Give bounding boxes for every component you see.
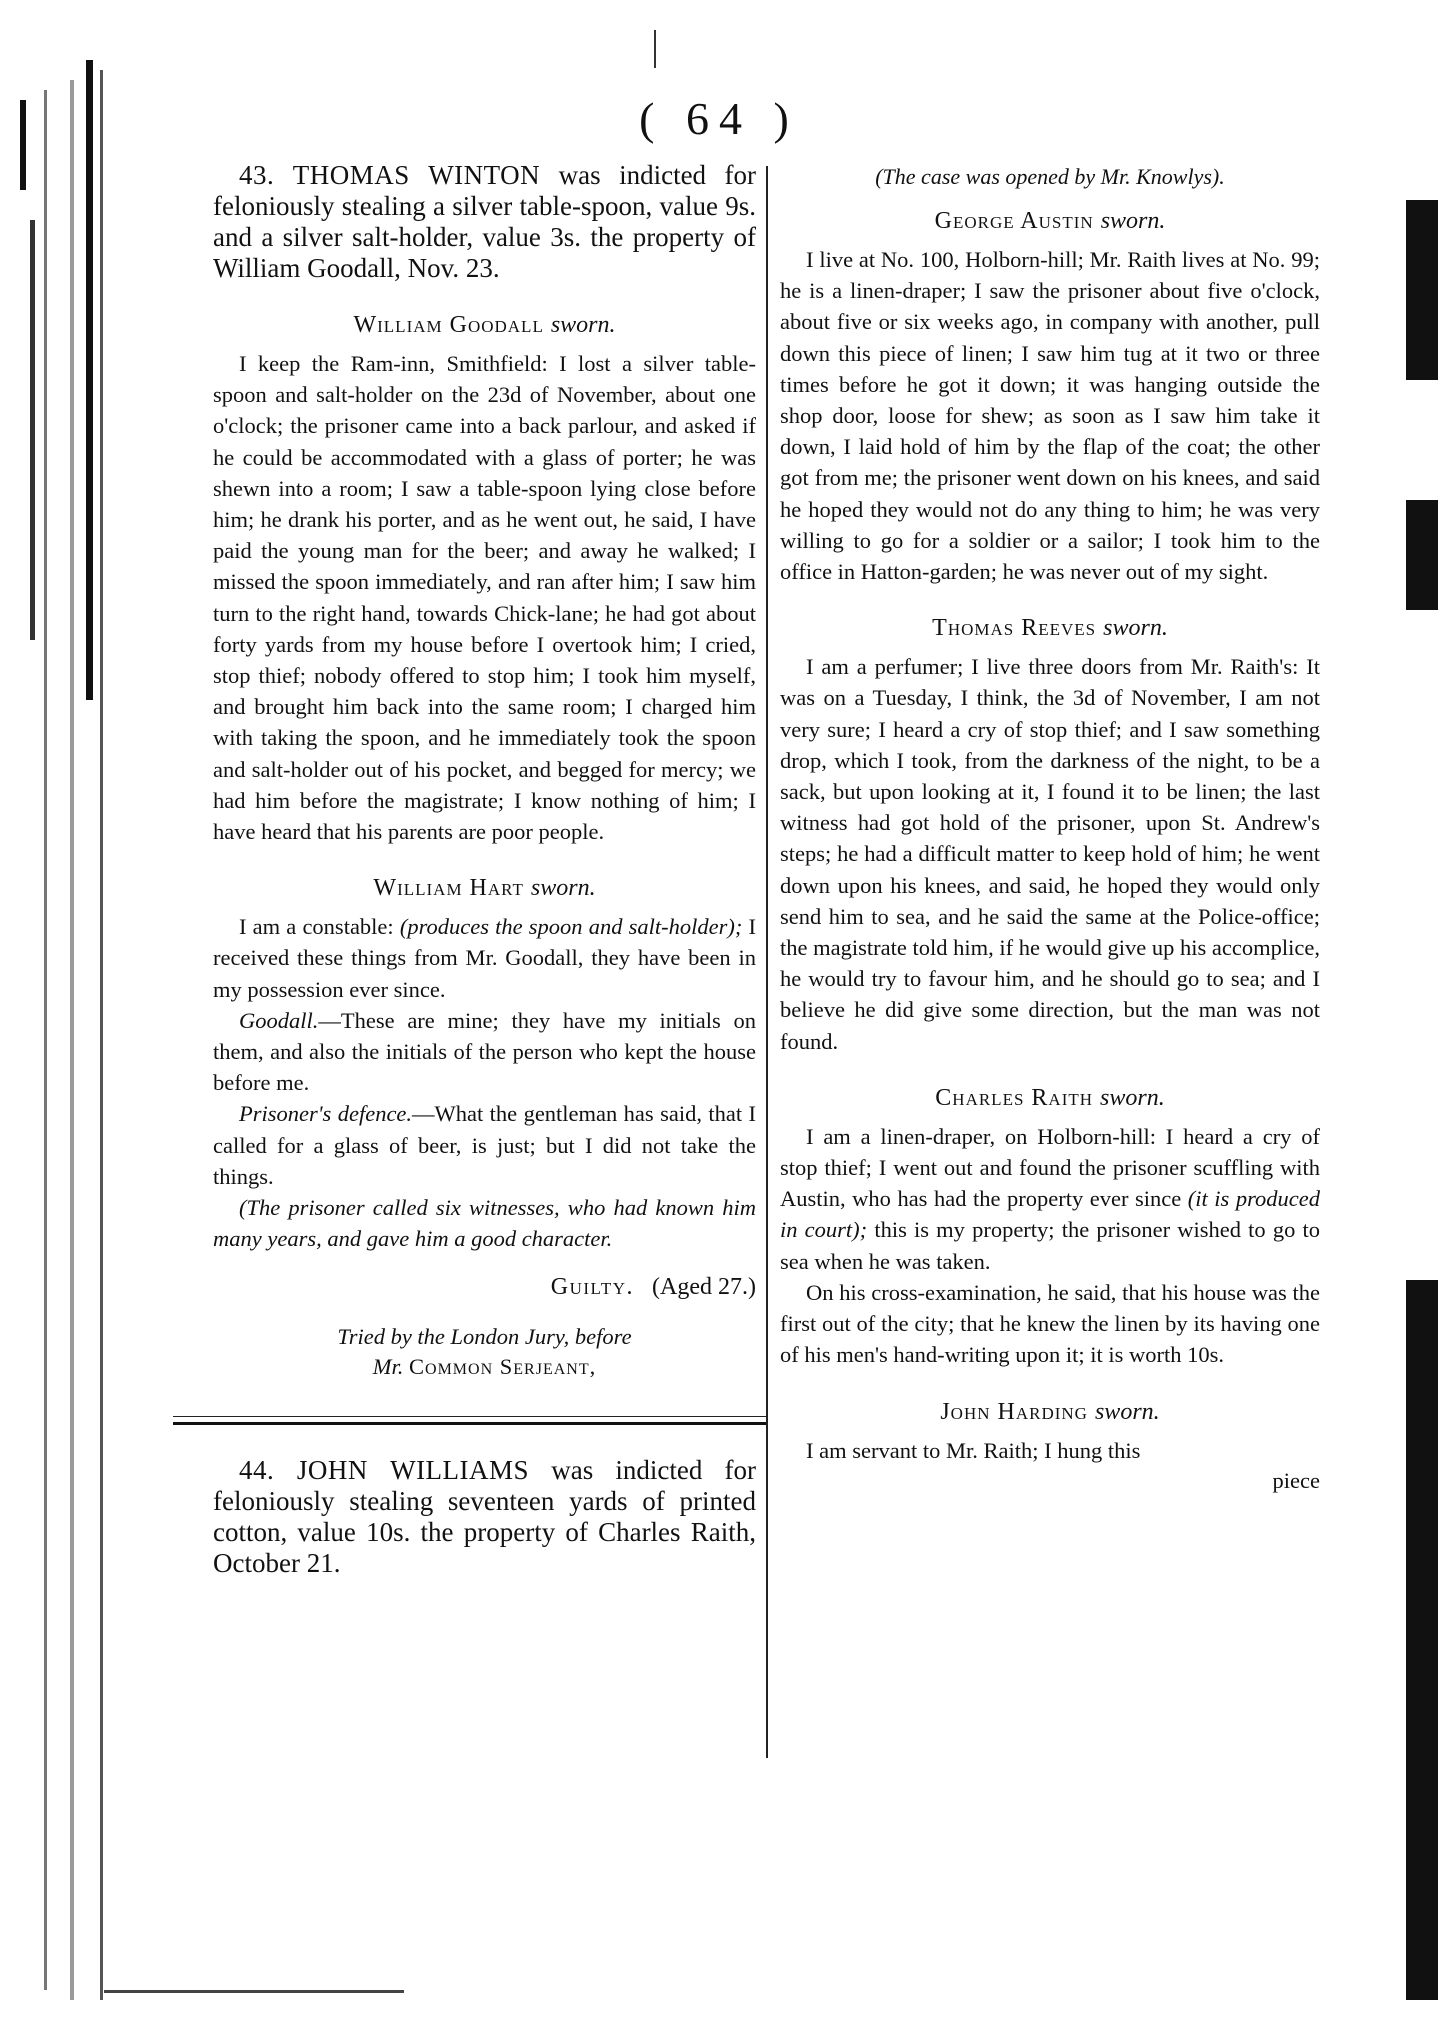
right-column — [780, 160, 1320, 1496]
sworn-label: sworn. — [1100, 1084, 1165, 1111]
case-43-indictment — [213, 160, 756, 284]
page-number: ( 64 ) — [639, 93, 799, 144]
goodall-reply — [213, 1005, 756, 1099]
raith-cross-examination: On his cross-examination, he said, that his house was the first out of the city; that he knew the linen by its having one of his men's hand-writing upon it; it is worth 10s. — [780, 1279, 1320, 1368]
left-column — [213, 160, 756, 1579]
case-43-lead: 43. THOMAS WINTON — [239, 160, 541, 190]
judge-title: Mr. — [372, 1354, 404, 1380]
scan-binding-edge — [0, 0, 140, 2018]
case-44-lead: 44. JOHN WILLIAMS — [239, 1455, 530, 1486]
tried-line: Tried by the London Jury, before — [337, 1324, 632, 1350]
prisoner-defence — [213, 1098, 756, 1192]
judge-line — [213, 1352, 756, 1382]
witness-name: John Harding — [940, 1398, 1088, 1425]
witness-heading-harding — [780, 1397, 1320, 1427]
tried-before — [213, 1322, 756, 1382]
witness-name: William Hart — [373, 875, 524, 902]
witness-heading-raith — [780, 1083, 1320, 1113]
hart-aside: (produces the spoon and salt-holder); — [399, 914, 743, 940]
case-43-text: was indicted for feloniously stealing a silver table-spoon, value 9s. and a silver salt-holder, value 3s. the property of William Goodall, Nov. 23. — [213, 160, 757, 283]
scan-thumb-tab — [1406, 500, 1438, 610]
sworn-label: sworn. — [1103, 615, 1168, 642]
fold-mark — [654, 30, 656, 68]
sworn-label: sworn. — [1094, 1398, 1160, 1425]
raith-text: I am a linen-draper, on Holborn-hill: I heard a cry of stop thief; I went out and found the prisoner scuffling with Austin, who has had the property ever since — [780, 1123, 1320, 1212]
goodall-testimony: I keep the Ram-inn, Smithfield: I lost a silver table-spoon and salt-holder on the 23d of November, about one o'clock; the prisoner came into a back parlour, and asked if he could be accommodated with a glass of porter; he was shewn into a room; I saw a table-spoon lying close before him; he drank his porter, and as he went out, he said, I have paid the young man for the beer; and away he walked; I missed the spoon immediately, and ran after him; I saw him turn to the right hand, towards Chick-lane; he had got about forty yards from my house before I overtook him; I cried, stop thief; nobody offered to stop him; I took him myself, and brought him back into the same room; I charged him with taking the spoon, and he immediately took the spoon and salt-holder out of his pocket, and begged for mercy; we had him before the magistrate; I know nothing of him; I have heard that his parents are poor people. — [213, 351, 756, 845]
witness-heading-reeves — [780, 613, 1320, 643]
verdict: Guilty. — [550, 1274, 635, 1301]
witness-name: George Austin — [934, 208, 1094, 234]
sworn-label: sworn. — [530, 875, 596, 902]
scan-thumb-tab — [1406, 200, 1438, 380]
prisoner-age: (Aged 27.) — [652, 1274, 756, 1301]
raith-aside: (it is produced in court); — [780, 1186, 1320, 1243]
raith-text-rest: this is my property; the prisoner wished to go to sea when he was taken. — [780, 1217, 1320, 1274]
scan-thumb-tab — [1406, 1280, 1438, 2000]
harding-testimony: I am servant to Mr. Raith; I hung this — [806, 1437, 1141, 1463]
hart-testimony — [213, 911, 756, 1005]
case-44-text: was indicted for feloniously stealing seventeen yards of printed cotton, value 10s. the property of Charles Raith, October 21. — [213, 1455, 756, 1579]
sworn-label: sworn. — [550, 312, 616, 338]
witness-heading-austin — [780, 206, 1320, 236]
catchword: piece — [1272, 1467, 1320, 1493]
verdict-line — [213, 1272, 756, 1302]
hart-text: I am a constable: — [239, 914, 400, 940]
witness-heading-goodall — [213, 310, 756, 340]
reeves-testimony: I am a perfumer; I live three doors from Mr. Raith's: It was on a Tuesday, I think, the 3d of November, I am not very sure; I heard a cry of stop thief; and I saw something drop, which I took, from the darkness of the night, to be a sack, but upon looking at it, I found it to be linen; the last witness had got hold of the prisoner, upon St. Andrew's steps; he had a difficult matter to keep hold of him; he went down upon his knees, and said, he hoped they would only send him to sea, and he said the same at the Police-office; the magistrate told him, if he would give up his accomplice, he would try to favour him, and he should go to sea; and I believe he did give some direction, but the man was not found. — [780, 654, 1320, 1054]
case-44-indictment — [213, 1455, 756, 1579]
austin-testimony: I live at No. 100, Holborn-hill; Mr. Raith lives at No. 99; he is a linen-draper; I saw the prisoner about five o'clock, about five or six weeks ago, in company with another, pull down this piece of linen; I saw him tug at it two or three times before he got it down; it was hanging outside the shop door, loose for shew; as soon as I saw him take it down, I laid hold of him by the flap of the coat; the other got from me; the prisoner went down on his knees, and said he hoped they would not do any thing to him; he was very willing to go for a soldier or a sailor; I took him to the office in Hatton-garden; he was never out of my sight. — [780, 247, 1320, 585]
witness-heading-hart — [213, 873, 756, 903]
case-opened-note: (The case was opened by Mr. Knowlys). — [875, 164, 1225, 189]
defence-text: —What the gentleman has said, that I called for a glass of beer, is just; but I did not take the things. — [213, 1101, 756, 1189]
raith-testimony — [780, 1121, 1320, 1277]
sworn-label: sworn. — [1100, 208, 1166, 234]
goodall-label: Goodall. — [239, 1007, 319, 1033]
goodall-reply-text: —These are mine; they have my initials on them, and also the initials of the person who kept the house before me. — [213, 1007, 756, 1096]
character-witnesses: (The prisoner called six witnesses, who had known him many years, and gave him a good character. — [213, 1195, 756, 1252]
case-separator-rule — [173, 1416, 766, 1425]
witness-name: Thomas Reeves — [932, 615, 1097, 642]
hart-text-rest: I received these things from Mr. Goodall, they have been in my possession ever since. — [213, 914, 756, 1002]
witness-name: Charles Raith — [935, 1084, 1094, 1111]
column-divider — [766, 166, 768, 1758]
witness-name: William Goodall — [353, 312, 544, 338]
judge-name: Common Serjeant, — [409, 1354, 597, 1380]
defence-label: Prisoner's defence. — [239, 1101, 413, 1127]
